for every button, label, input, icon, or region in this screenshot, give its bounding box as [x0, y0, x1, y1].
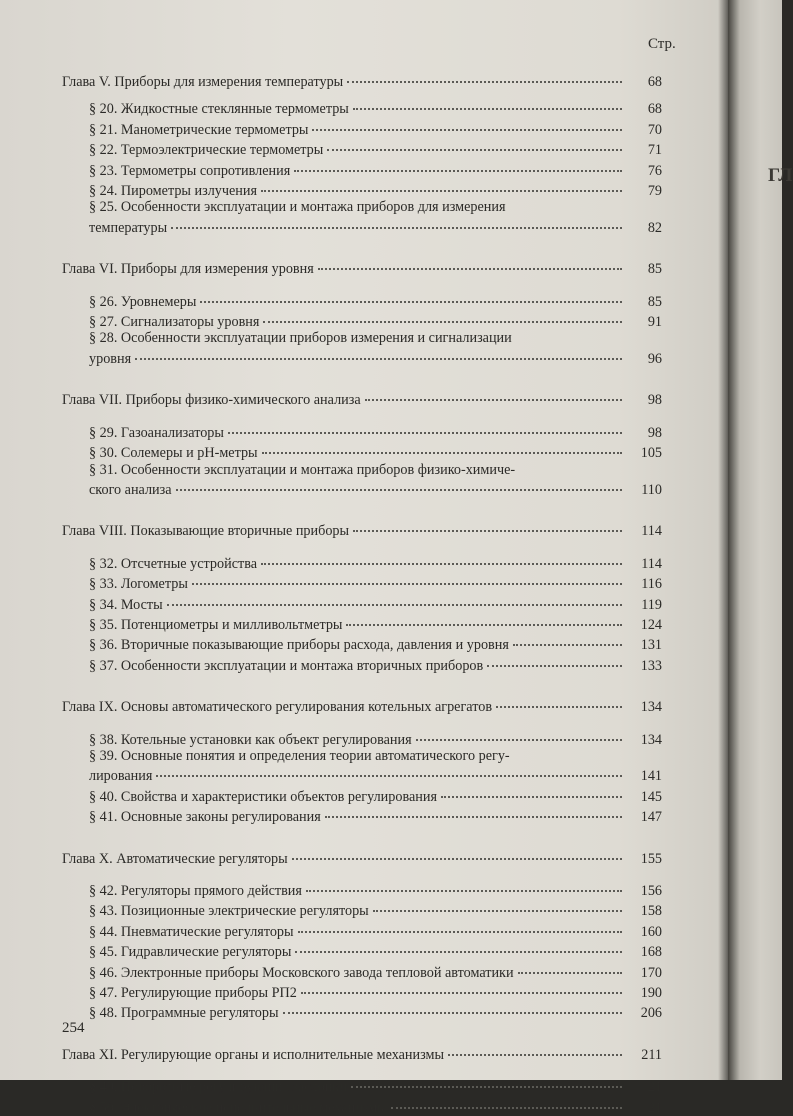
dot-leader [176, 475, 622, 491]
dot-leader [295, 937, 622, 953]
section-title: § 46. Электронные приборы Московского завода тепловой автоматики [89, 964, 514, 981]
section-page-number: 119 [641, 596, 662, 613]
section-title: § 42. Регуляторы прямого действия [89, 883, 302, 899]
dot-leader [416, 725, 622, 741]
dot-leader [306, 876, 622, 892]
dot-leader [487, 651, 622, 667]
dot-leader [156, 761, 622, 777]
chapter-page-number: 114 [641, 523, 662, 540]
section-title: § 22. Термоэлектрические термометры [89, 142, 324, 159]
section-page-number: 21 [647, 1099, 662, 1116]
section-entry-line1: § 25. Особенности эксплуатации и монтажа приборов для измерения [89, 199, 506, 216]
chapter-title: Глава XI. Регулирующие органы и исполнительные механизмы [62, 1046, 445, 1063]
section-page-number: 70 [647, 121, 662, 138]
chapter-entry [62, 847, 662, 867]
section-title: § 24. Пирометры излучения [89, 183, 258, 200]
dot-leader [294, 156, 622, 172]
section-entry-line1: § 31. Особенности эксплуатации и монтажа приборов физико-химиче- [89, 461, 516, 478]
dot-leader [261, 549, 622, 565]
page-column-label: Стр. [648, 36, 676, 52]
dot-leader [192, 569, 622, 585]
section-entry-line1: § 28. Особенности эксплуатации приборов измерения и сигнализации [89, 330, 512, 347]
section-page-number: 131 [640, 637, 662, 654]
section-page-number: 79 [647, 183, 662, 200]
dot-leader [171, 213, 622, 229]
dot-leader [292, 844, 622, 860]
dot-leader [283, 998, 622, 1014]
section-page-number: 110 [641, 481, 662, 498]
right-page-edge-text: ГЛ [768, 165, 793, 186]
section-title: § 34. Мосты [89, 596, 163, 613]
chapter-page-number: 134 [640, 699, 662, 716]
chapter-page-number: 85 [647, 261, 662, 278]
section-title: § 33. Логометры [89, 576, 188, 593]
section-title: § 35. Потенциометры и милливольтметры [89, 616, 343, 633]
section-entry [62, 1096, 662, 1116]
section-title: § 37. Особенности эксплуатации и монтажа вторичных приборов [89, 657, 484, 674]
section-page-number: 91 [647, 314, 662, 331]
chapter-entry [62, 519, 662, 539]
section-title: § 47. Регулирующие приборы РП2 [89, 985, 297, 1002]
section-entry-line2 [62, 478, 662, 498]
chapter-page-number: 155 [640, 850, 662, 867]
section-title: § 23. Термометры сопротивления [89, 162, 291, 179]
chapter-title: Глава X. Автоматические регуляторы [62, 850, 288, 867]
section-page-number: 133 [640, 657, 662, 674]
section-title: § 41. Основные законы регулирования [89, 809, 321, 826]
dot-leader [353, 516, 622, 532]
section-page-number: 156 [640, 883, 662, 899]
section-entry [62, 654, 662, 674]
section-page-number: 98 [647, 424, 662, 441]
section-title: § 26. Уровнемеры [89, 293, 197, 310]
dot-leader [263, 307, 622, 323]
section-title: § 45. Гидравлические регуляторы [89, 944, 292, 961]
section-entry [62, 805, 662, 825]
dot-leader [347, 67, 622, 83]
dot-leader [262, 438, 622, 454]
section-title: § 21. Манометрические термометры [89, 121, 309, 138]
section-page-number: 114 [641, 555, 662, 572]
section-title-continued: уровня [89, 350, 132, 367]
section-entry [62, 1001, 662, 1021]
dot-leader [373, 896, 622, 912]
chapter-page-number: 68 [647, 74, 662, 90]
section-title: § 50. Электрические исполнительные механизмы [89, 1099, 387, 1116]
folio-page-number: 254 [62, 1020, 85, 1036]
chapter-title: Глава V. Приборы для измерения температуры [62, 74, 344, 90]
section-page-number: 170 [640, 964, 662, 981]
section-page-number: 124 [640, 616, 662, 633]
section-page-number: 158 [640, 903, 662, 920]
chapter-entry [62, 257, 662, 277]
section-title: § 27. Сигнализаторы уровня [89, 314, 260, 331]
section-title: § 20. Жидкостные стеклянные термометры [89, 101, 349, 118]
chapter-title: Глава VII. Приборы физико-химического анализа [62, 392, 361, 409]
section-title: § 32. Отсчетные устройства [89, 555, 258, 572]
dot-leader [301, 978, 622, 994]
section-entry [62, 728, 662, 748]
dot-leader [353, 94, 622, 110]
section-page-number: 141 [640, 768, 662, 785]
section-page-number: 168 [640, 944, 662, 961]
section-entry-line2 [62, 347, 662, 367]
section-title: § 43. Позиционные электрические регуляторы [89, 903, 369, 920]
dot-leader [327, 135, 622, 151]
section-page-number: 145 [640, 788, 662, 805]
section-entry-line2 [62, 216, 662, 236]
section-title: § 48. Программные регуляторы [89, 1005, 279, 1022]
chapter-title: Глава VIII. Показывающие вторичные приборы [62, 523, 350, 540]
dot-leader [261, 176, 622, 192]
section-title: § 49. Поворотные регулирующие заслонки [89, 1079, 347, 1096]
section-title-continued: ского анализа [89, 481, 172, 498]
chapter-entry [62, 70, 662, 90]
section-page-number: 21 [647, 1079, 662, 1096]
section-entry [62, 310, 662, 330]
book-page-right [728, 0, 793, 1080]
chapter-title: Глава IX. Основы автоматического регулирования котельных агрегатов [62, 699, 493, 716]
dot-leader [496, 692, 622, 708]
section-page-number: 116 [641, 576, 662, 593]
chapter-title: Глава VI. Приборы для измерения уровня [62, 261, 314, 278]
section-page-number: 71 [647, 142, 662, 159]
section-title: § 30. Солемеры и pH-метры [89, 445, 258, 462]
chapter-page-number: 98 [647, 392, 662, 409]
section-page-number: 147 [640, 809, 662, 826]
section-page-number: 160 [640, 923, 662, 940]
section-page-number: 105 [640, 445, 662, 462]
chapter-entry [62, 388, 662, 408]
dot-leader [365, 385, 622, 401]
section-page-number: 134 [640, 731, 662, 748]
section-title-continued: температуры [89, 219, 168, 236]
section-page-number: 76 [647, 162, 662, 179]
section-page-number: 190 [640, 985, 662, 1002]
section-page-number: 85 [647, 293, 662, 310]
dot-leader [346, 610, 622, 626]
dot-leader [318, 254, 622, 270]
section-title: § 40. Свойства и характеристики объектов регулирования [89, 788, 437, 805]
table-of-contents [62, 70, 662, 1116]
section-title: § 36. Вторичные показывающие приборы расхода, давления и уровня [89, 637, 509, 654]
section-page-number: 206 [640, 1005, 662, 1022]
section-page-number: 96 [647, 350, 662, 367]
dot-leader [325, 802, 622, 818]
section-title: § 38. Котельные установки как объект регулирования [89, 731, 412, 748]
section-page-number: 68 [647, 101, 662, 118]
dot-leader [518, 958, 622, 974]
dot-leader [298, 917, 622, 933]
section-title-continued: лирования [89, 768, 153, 785]
chapter-page-number: 211 [641, 1046, 662, 1063]
chapter-entry [62, 695, 662, 715]
dot-leader [448, 1040, 622, 1056]
section-entry [62, 441, 662, 461]
dot-leader [228, 418, 622, 434]
dot-leader [167, 590, 622, 606]
section-title: § 44. Пневматические регуляторы [89, 923, 294, 940]
dot-leader [351, 1072, 622, 1088]
chapter-entry [62, 1043, 662, 1063]
dot-leader [391, 1093, 622, 1109]
section-page-number: 82 [647, 219, 662, 236]
dot-leader [441, 782, 622, 798]
section-title: § 29. Газоанализаторы [89, 424, 224, 441]
dot-leader [200, 287, 622, 303]
dot-leader [513, 630, 622, 646]
section-entry-line1: § 39. Основные понятия и определения теории автоматического регу- [89, 747, 510, 764]
section-entry [62, 179, 662, 199]
dot-leader [135, 344, 622, 360]
dot-leader [312, 115, 622, 131]
